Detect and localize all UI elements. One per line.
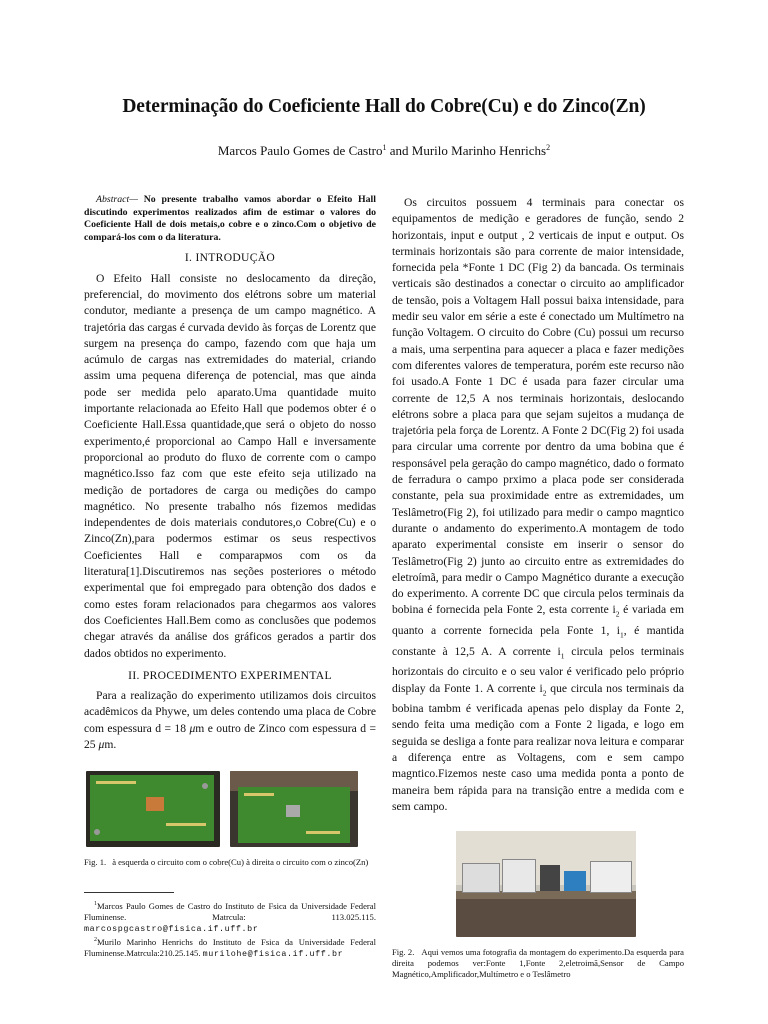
- right-text-e: que circula nos terminais da bobina tambm é verificada apenas pelo display da Fonte 2, sendo feita uma medição com a Fonte 2 ligada, e logo em seguida se desliga a fonte para realizar nova leitura e comparar a diferença entre as Voltagens, com e sem campo magntico.Fizemos neste caso uma medida ponta a ponto de maneira bem rápida para na transição entre a medida com e sem campo.: [392, 681, 685, 813]
- author-2: Murilo Marinho Henrichs: [411, 143, 547, 158]
- footnote-1: [84, 899, 376, 935]
- footnote-rule: [84, 892, 174, 893]
- right-paragraph: [392, 195, 684, 815]
- right-column: [392, 195, 684, 980]
- abstract-text: No presente trabalho vamos abordar o Efeito Hall discutindo experimentos realizados afim de estimar o valores do Coeficiente Hall de dois metais,o cobre e o zinco.Com o objetivo de compará-los com o da literatura.: [84, 194, 376, 243]
- footnote-1-mark: 1: [94, 901, 97, 908]
- footnote-2: [84, 935, 376, 960]
- footnote-2-text: Murilo Marinho Henrichs do Instituto de Fsica da Universidade Federal Fluminense.Matrcula:210.25.145.: [84, 937, 376, 958]
- right-text-d: circula pelos terminais horizontais do circuito e o seu valor é verificado pelo próprio display da Fonte 1. A corrente i: [392, 644, 684, 695]
- procedure-text-a: Para a realização do experimento utilizamos dois circuitos acadêmicos da Phywe, um deles contendo uma placa de Cobre com espessura d = 18: [84, 689, 376, 735]
- author-joiner: and: [386, 143, 412, 158]
- figure-2-label: Fig. 2.: [392, 947, 415, 958]
- section-heading-intro: I. INTRODUÇÃO: [184, 251, 276, 265]
- figure-1-caption: [84, 857, 376, 868]
- mu-symbol: μ: [98, 737, 105, 751]
- footnote-1-email[interactable]: marcospgcastro@fisica.if.uff.br: [84, 924, 259, 935]
- footnote-2-mark: 2: [94, 937, 97, 944]
- figure-1-label: Fig. 1.: [84, 857, 107, 868]
- experiment-setup-photo: [456, 831, 636, 937]
- copper-circuit-photo: [86, 771, 220, 847]
- figure-1-images: [86, 771, 376, 847]
- abstract: [84, 194, 376, 244]
- abstract-lead: Abstract—: [96, 194, 138, 205]
- procedure-text-b: m e outro de Zinco com espessura d = 25: [84, 721, 376, 751]
- footnote-1-text: Marcos Paulo Gomes de Castro do Instituto de Fsica da Universidade Federal Fluminense. Matrcula: 113.025.115.: [84, 901, 376, 923]
- subscript: 2: [542, 687, 547, 697]
- right-text-b: é variada em quanto a corrente fornecida pela Fonte 1, i: [392, 603, 684, 638]
- section-heading-procedure: II. PROCEDIMENTO EXPERIMENTAL: [128, 668, 332, 682]
- author-line: [0, 143, 768, 159]
- footnote-2-email[interactable]: murilohe@fisica.if.uff.br: [202, 949, 344, 959]
- intro-paragraph: O Efeito Hall consiste no deslocamento da direção, preferencial, do movimento dos elétrons sobre um material condutor, mediante a presença de um campo magnético. A trajetória das cargas é curvada devido às forças de Lorentz que surgem na presença do campo, fazendo com que haja um acúmulo de cargas nas extremidades do material, criando assim uma pequena diferença de potencial, mas que ainda pode ser medida pelo aparato.Uma quantidade muito importante relacionada ao Efeito Hall que podemos obter é o Coeficiente Hall.Essa quantidade,que será o objeto do nosso experimento,é proporcional ao Campo Hall e inversamente proporcional ao produto do fluxo de corrente com o campo magnético.Isso faz com que este efeito seja utilizado na medição de portadores de carga ou medições do campo magnético. No presente trabalho nós fizemos medidas independentes de dois materiais condutores,o Cobre(Cu) e o Zinco(Zn),para podermos estimar os seus respectivos Coeficientes Hall e comparармos com os da literatura[1].Discutiremos nas seções posteriores o método experimental que foi empregado para obtenção dos dados e como estes foram relacionados para chegarmos aos valores dos Coeficientes Hall.Bem como as conclusões que podemos chegar através da análise dos gráficos gerados a partir dos dados obtidos no experimento.: [84, 271, 376, 660]
- figure-2-text: Aqui vemos uma fotografia da montagem do experimento.Da esquerda para direita podemos ver:Fonte 1,Fonte 2,eletroimã,Sensor de Campo Magnético,Amplificador,Multímetro e o Teslâmetro: [392, 947, 684, 980]
- left-column: [84, 194, 376, 960]
- mu-symbol: μ: [189, 721, 196, 735]
- subscript: 1: [620, 630, 624, 640]
- procedure-paragraph: [84, 688, 376, 753]
- right-text-c: , é mantida constante à 12,5 A. A corrente i: [392, 624, 684, 658]
- author-2-mark: 2: [546, 143, 551, 152]
- zinc-circuit-photo: [230, 771, 358, 847]
- author-1-mark: 1: [382, 143, 387, 152]
- subscript: 1: [560, 650, 565, 660]
- right-text-a: Os circuitos possuem 4 terminais para conectar os equipamentos de medição e geradores de função, sendo 2 horizontais, input e output , 2 verticais de input e output. Os terminais horizontais são para corrente de maior intensidade, fornecida pela *Fonte 1 DC (Fig 2) da bancada. Os terminais verticais são destinados a conectar o circuito ao amplificador de tensão, pois a Voltagem Hall possui baixa intensidade, para medir seu valor em série a este é conectado um Multímetro na função Voltagem. O circuito do Cobre (Cu) possui um recurso a mais, uma serpentina para aquecer a placa e fazer medições com diferentes valores de temperatura, porém este recurso não foi usado.A Fonte 1 DC é usada para fazer circular uma corrente de 12,5 A nos terminais horizontais, deslocando elétrons sobre a placa para que sejam sujeitos a mudança de trajetória pela força de Lorentz. A Fonte 2 DC(Fig 2) foi usada para circular uma corrente por dentro da uma bobina que é responsável pela geração do campo magnético, dado o formato de ferradura o campo prximo a placa pode ser considerada constante, pela sua proximidade entre as extremidades, um Teslâmetro(Fig 2), foi utilizado para medir o campo magntico durante o andamento do experimento.A montagem de todo aparato experimental consiste em inserir o sensor do Teslâmetro(Fig 2) junto ao circuito entre as extremidades do eletroímã, para medir o Campo Magnético durante a execução do experimento. A corrente DC que circula pelos terminais da bobina é fornecida pela Fonte 2, esta corrente i: [392, 196, 684, 617]
- subscript: 2: [615, 609, 620, 619]
- figure-1-text: à esquerda o circuito com o cobre(Cu) à direita o circuito com o zinco(Zn): [112, 857, 369, 868]
- author-1: Marcos Paulo Gomes de Castro: [217, 143, 383, 158]
- figure-2-caption: [392, 947, 684, 980]
- procedure-text-c: m.: [104, 737, 117, 751]
- paper-title: Determinação do Coeficiente Hall do Cobre(Cu) e do Zinco(Zn): [122, 96, 646, 117]
